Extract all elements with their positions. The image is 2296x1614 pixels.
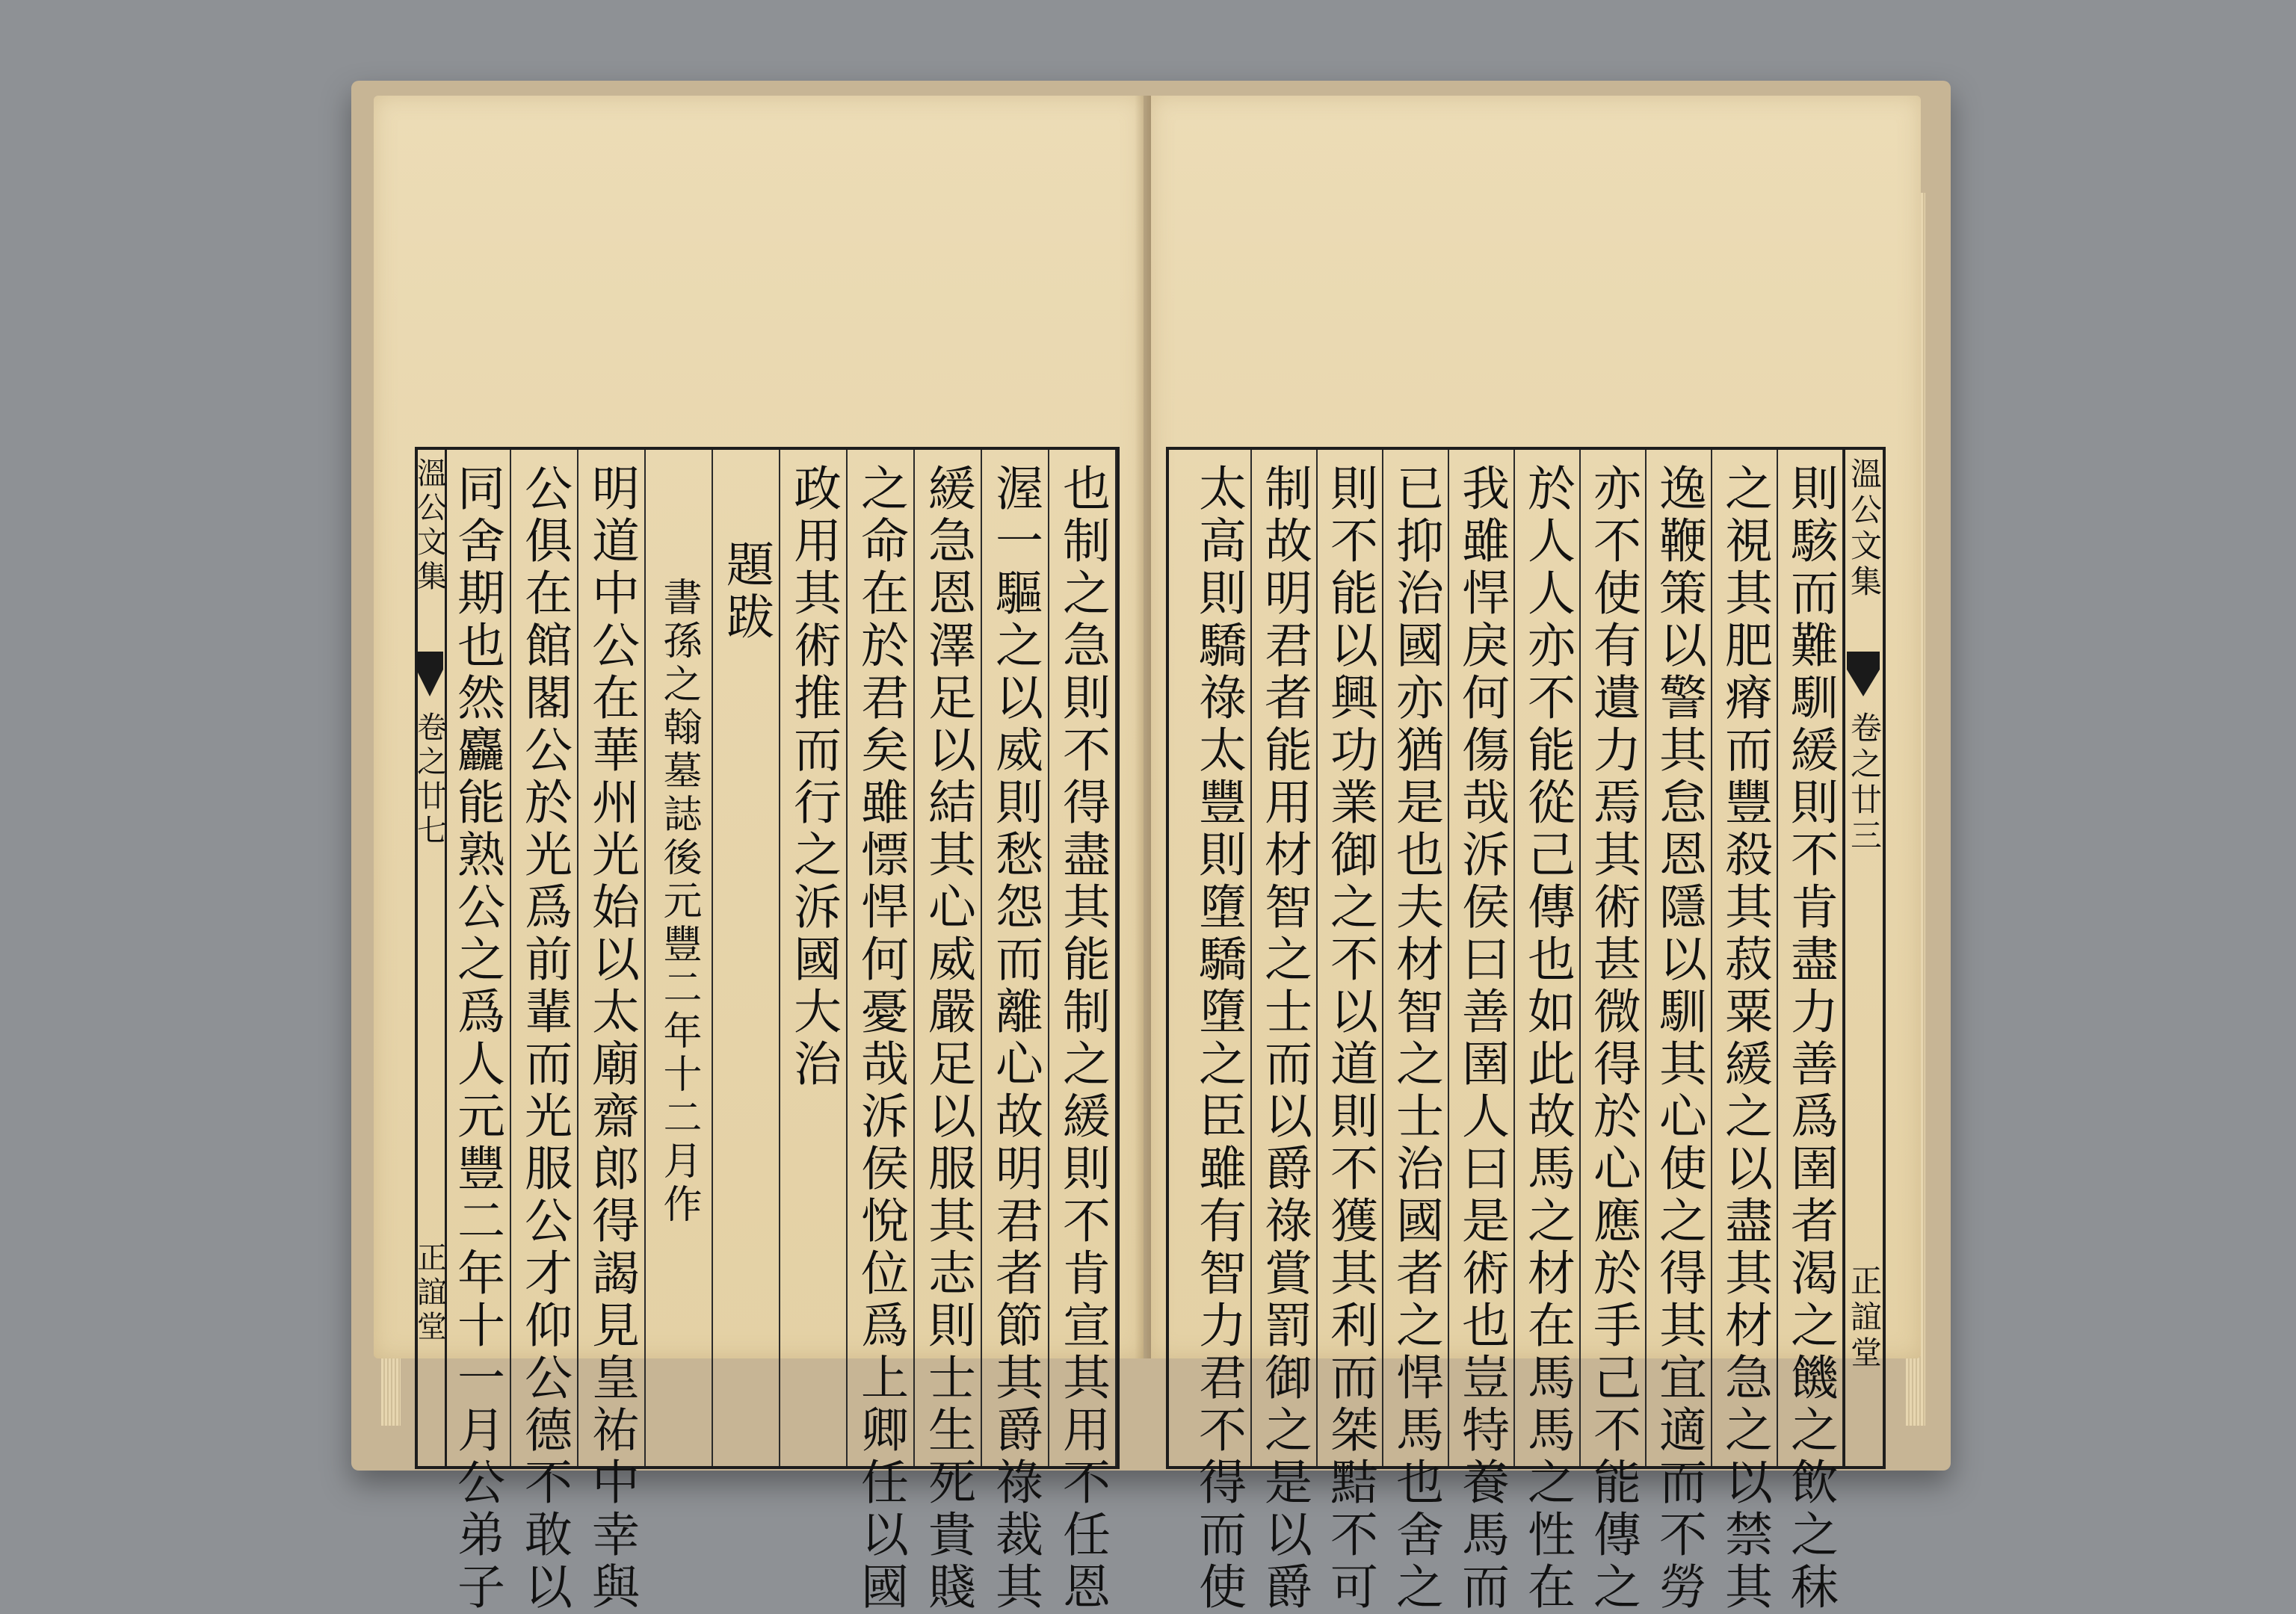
text-column: 公俱在館閣公於光爲前輩而光服公才仰公德不敢以 [511, 450, 578, 1466]
right-page [1151, 96, 1921, 1614]
text-column: 也制之急則不得盡其能制之緩則不肯宣其用不任恩 [1049, 450, 1117, 1466]
text-column: 渥一驅之以威則愁怨而離心故明君者節其爵祿裁其 [982, 450, 1049, 1466]
page-margin-column: 溫公文集 [415, 450, 447, 1466]
text-column: 已抑治國亦猶是也夫材智之士治國者之悍馬也舍之 [1383, 450, 1449, 1466]
left-page [374, 96, 1144, 1614]
right-text-frame [1166, 447, 1886, 1614]
volume-label: 卷之廿三 [1846, 711, 1883, 855]
text-column: 我雖悍戾何傷哉泝侯曰善圉人曰是術也豈特養馬而 [1449, 450, 1515, 1466]
text-column: 亦不使有遺力焉其術甚微得於心應於手己不能傳之 [1581, 450, 1647, 1466]
text-column: 之命在於君矣雖慓悍何憂哉泝侯悅位爲上卿任以國 [848, 450, 915, 1466]
publisher-label: 正誼堂 [1846, 1264, 1883, 1372]
text-column: 逸鞭策以警其怠恩隱以馴其心使之得其宜適而不勞 [1647, 450, 1712, 1466]
text-column: 之視其肥瘠而豐殺其菽粟緩之以盡其材急之以禁其 [1712, 450, 1778, 1466]
text-column: 同舍期也然麤能熟公之爲人元豐二年十一月公弟子 [444, 450, 511, 1466]
left-text-frame [412, 447, 1120, 1614]
text-column: 政用其術推而行之泝國大治 [780, 450, 848, 1466]
page-margin-column: 溫公文集 [1843, 450, 1883, 1466]
essay-title: 書孫之翰墓誌後元豐二年十二月作 [646, 450, 713, 1466]
section-heading: 題跋 [713, 450, 780, 1466]
text-column: 緩急恩澤足以結其心威嚴足以服其志則士生死貴賤 [915, 450, 982, 1466]
text-column: 則不能以興功業御之不以道則不獲其利而桀黠不可 [1318, 450, 1383, 1466]
publisher-label: 正誼堂 [412, 1242, 447, 1345]
text-column: 制故明君者能用材智之士而以爵祿賞罰御之是以爵 [1252, 450, 1318, 1466]
text-column: 太高則驕祿太豐則墮驕墮之臣雖有智力君不得而使 [1186, 450, 1252, 1466]
text-column: 則駭而難馴緩則不肯盡力善爲圉者渴之饑之飲之秣 [1778, 450, 1844, 1466]
text-column: 於人人亦不能從己傳也如此故馬之材在馬馬之性在 [1515, 450, 1581, 1466]
text-column: 明道中公在華州光始以太廟齋郎得謁見皇祐中幸與 [578, 450, 646, 1466]
volume-label: 卷之廿七 [412, 711, 447, 849]
